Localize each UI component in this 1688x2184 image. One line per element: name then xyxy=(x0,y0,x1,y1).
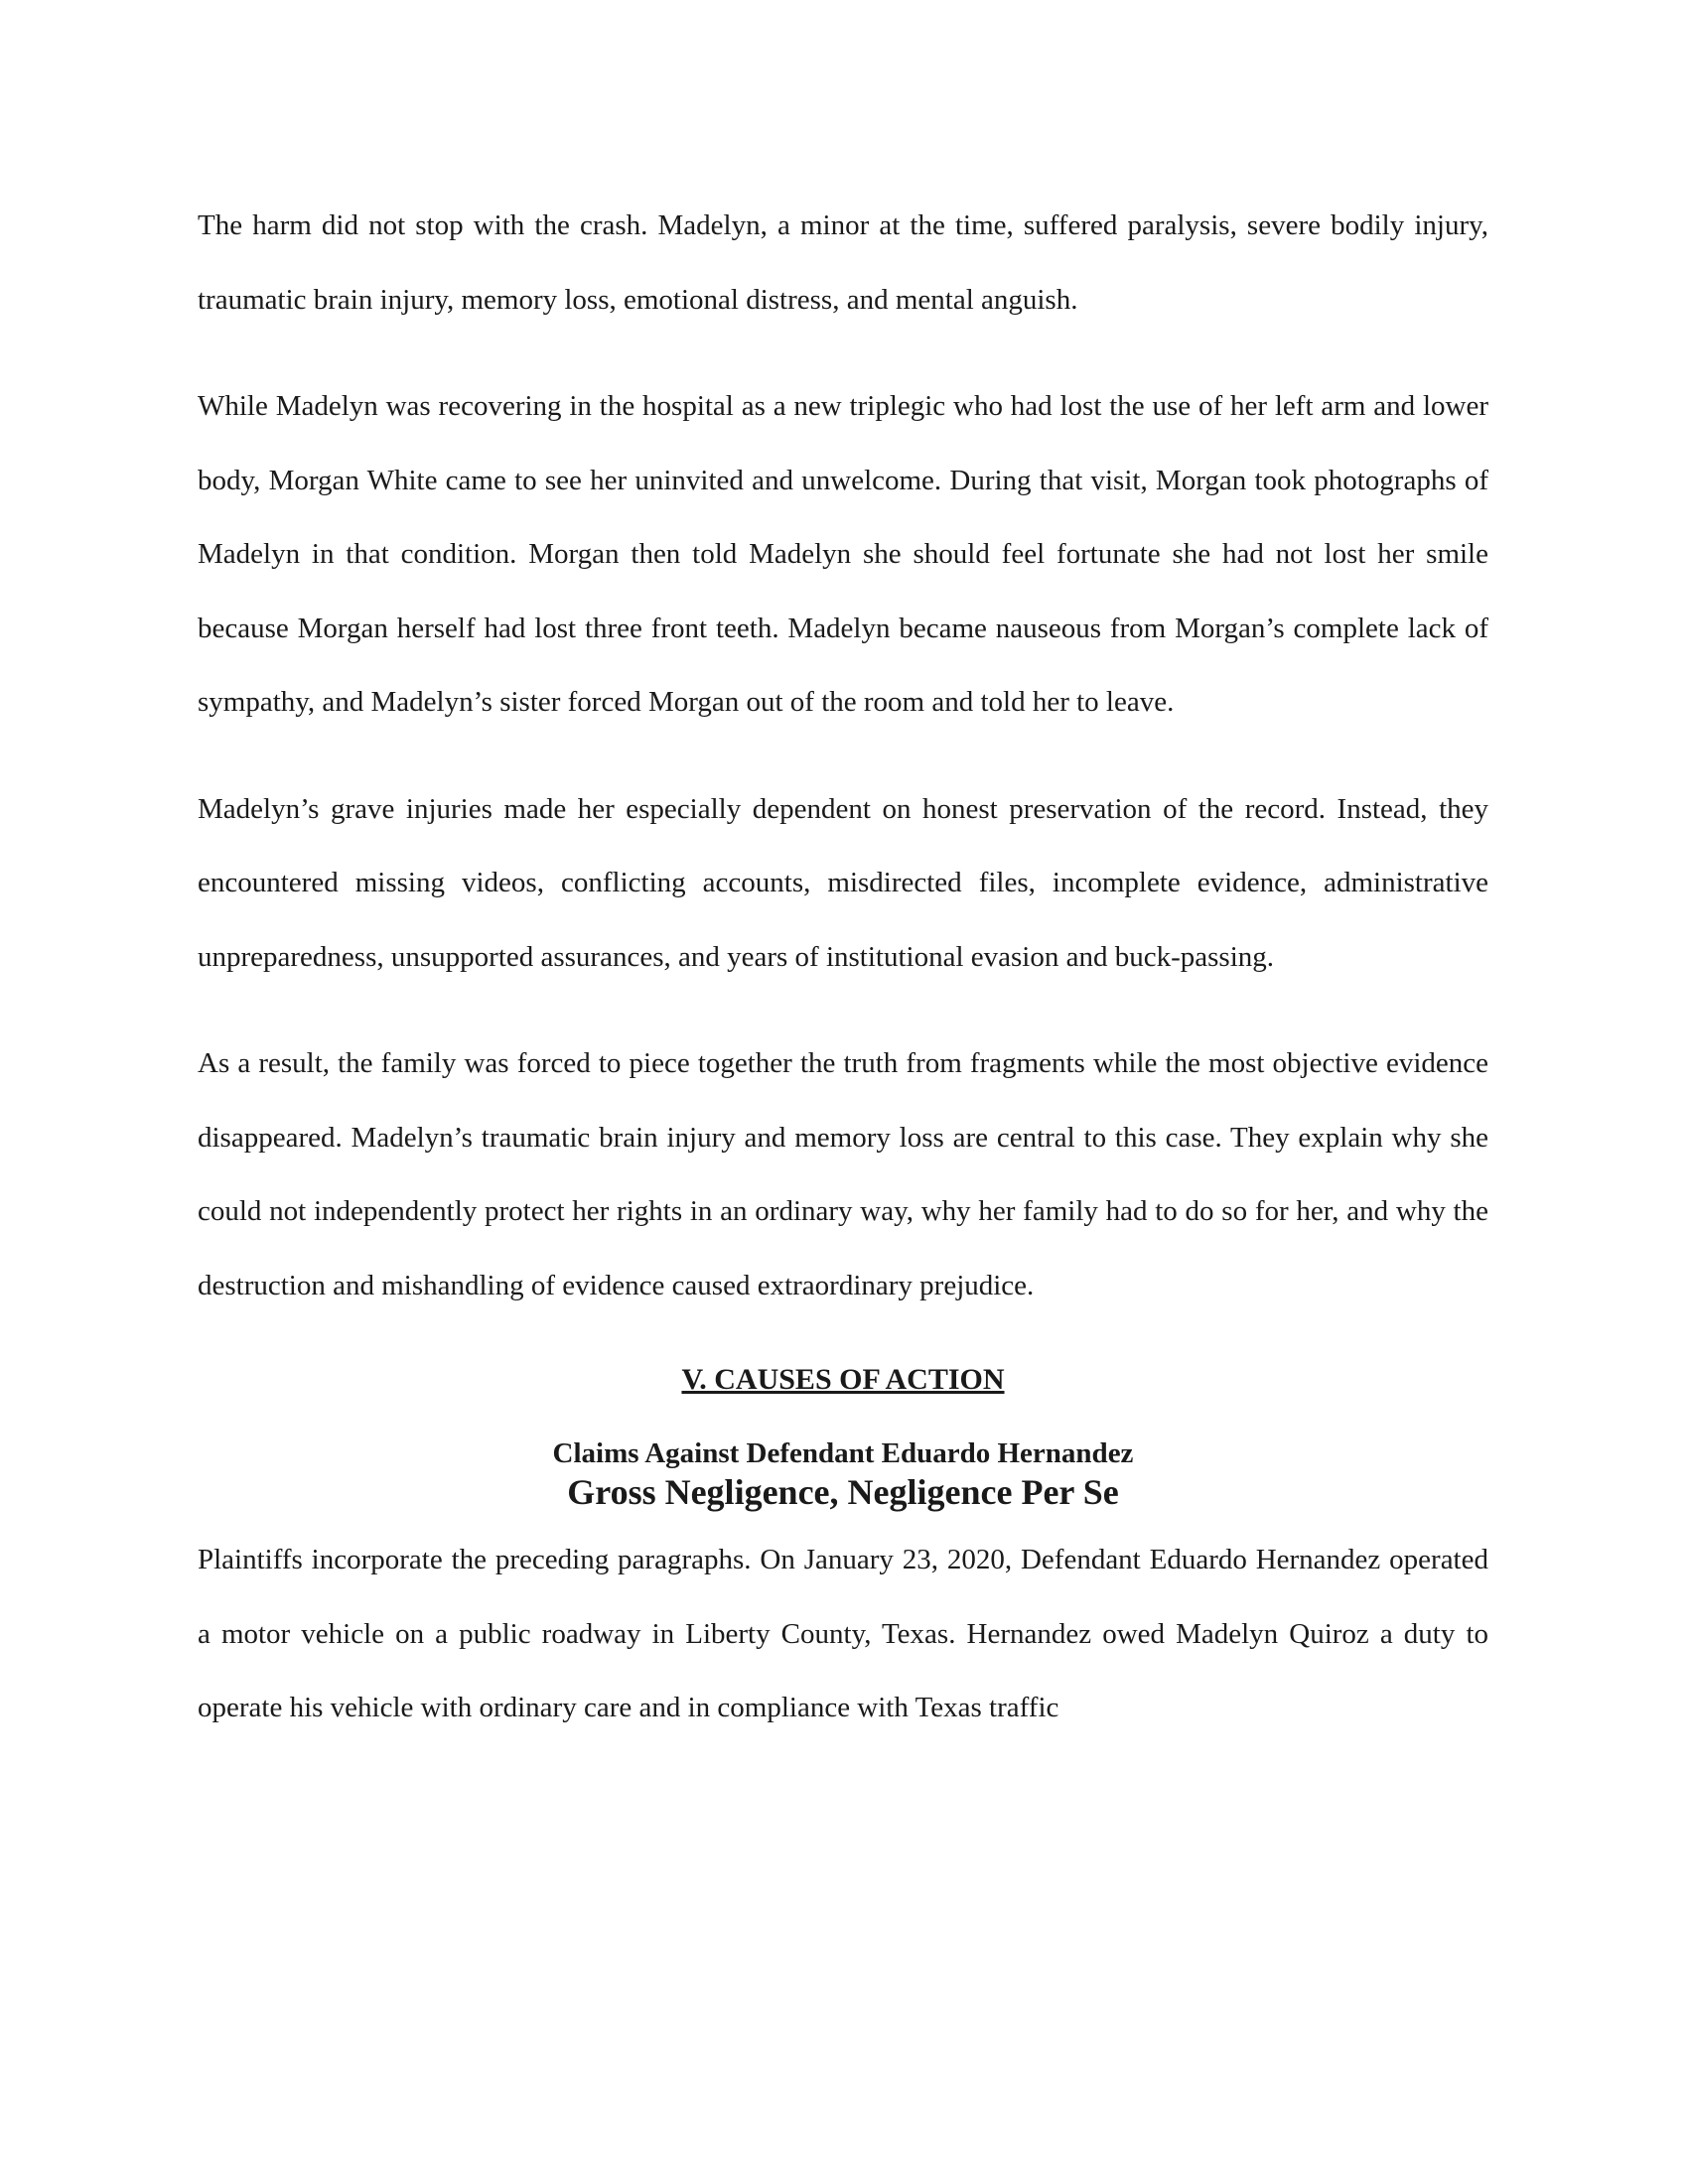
paragraph-harm: The harm did not stop with the crash. Madelyn, a minor at the time, suffered paralysis, severe bodily injury, traumatic brain injury, memory loss, emotional distress, and mental anguish. xyxy=(198,209,1488,316)
claim-title: Gross Negligence, Negligence Per Se xyxy=(567,1472,1119,1512)
paragraph-hospital-visit: While Madelyn was recovering in the hospital as a new triplegic who had lost the use of her left arm and lower body, Morgan White came to see her uninvited and unwelcome. During that visit, Morgan took photographs of Madelyn in that condition. Morgan then told Madelyn she should feel fortunate she had not lost her smile because Morgan herself had lost three front teeth. Madelyn became nauseous from Morgan’s complete lack of sympathy, and Madelyn’s sister forced Morgan out of the room and told her to leave. xyxy=(198,390,1488,718)
claims-subheading: Claims Against Defendant Eduardo Hernandez xyxy=(552,1437,1134,1469)
paragraph-causes-of-action: Plaintiffs incorporate the preceding paragraphs. On January 23, 2020, Defendant Eduardo Hernandez operated a motor vehicle on a public roadway in Liberty County, Texas. Hernandez owed Madelyn Quiroz a duty to operate his vehicle with ordinary care and in compliance with Texas traffic xyxy=(198,1544,1488,1723)
page-content xyxy=(198,189,1488,1778)
paragraph-prejudice: As a result, the family was forced to piece together the truth from fragments while the most objective evidence disappeared. Madelyn’s traumatic brain injury and memory loss are central to this case. They explain why she could not independently protect her rights in an ordinary way, why her family had to do so for her, and why the destruction and mishandling of evidence caused extraordinary prejudice. xyxy=(198,1047,1488,1301)
section-heading: V. CAUSES OF ACTION xyxy=(681,1363,1005,1396)
paragraph-evidence-preservation: Madelyn’s grave injuries made her especially dependent on honest preservation of the record. Instead, they encountered missing videos, conflicting accounts, misdirected files, incomplete evidence, administrative unpreparedness, unsupported assurances, and years of institutional evasion and buck-passing. xyxy=(198,792,1488,973)
